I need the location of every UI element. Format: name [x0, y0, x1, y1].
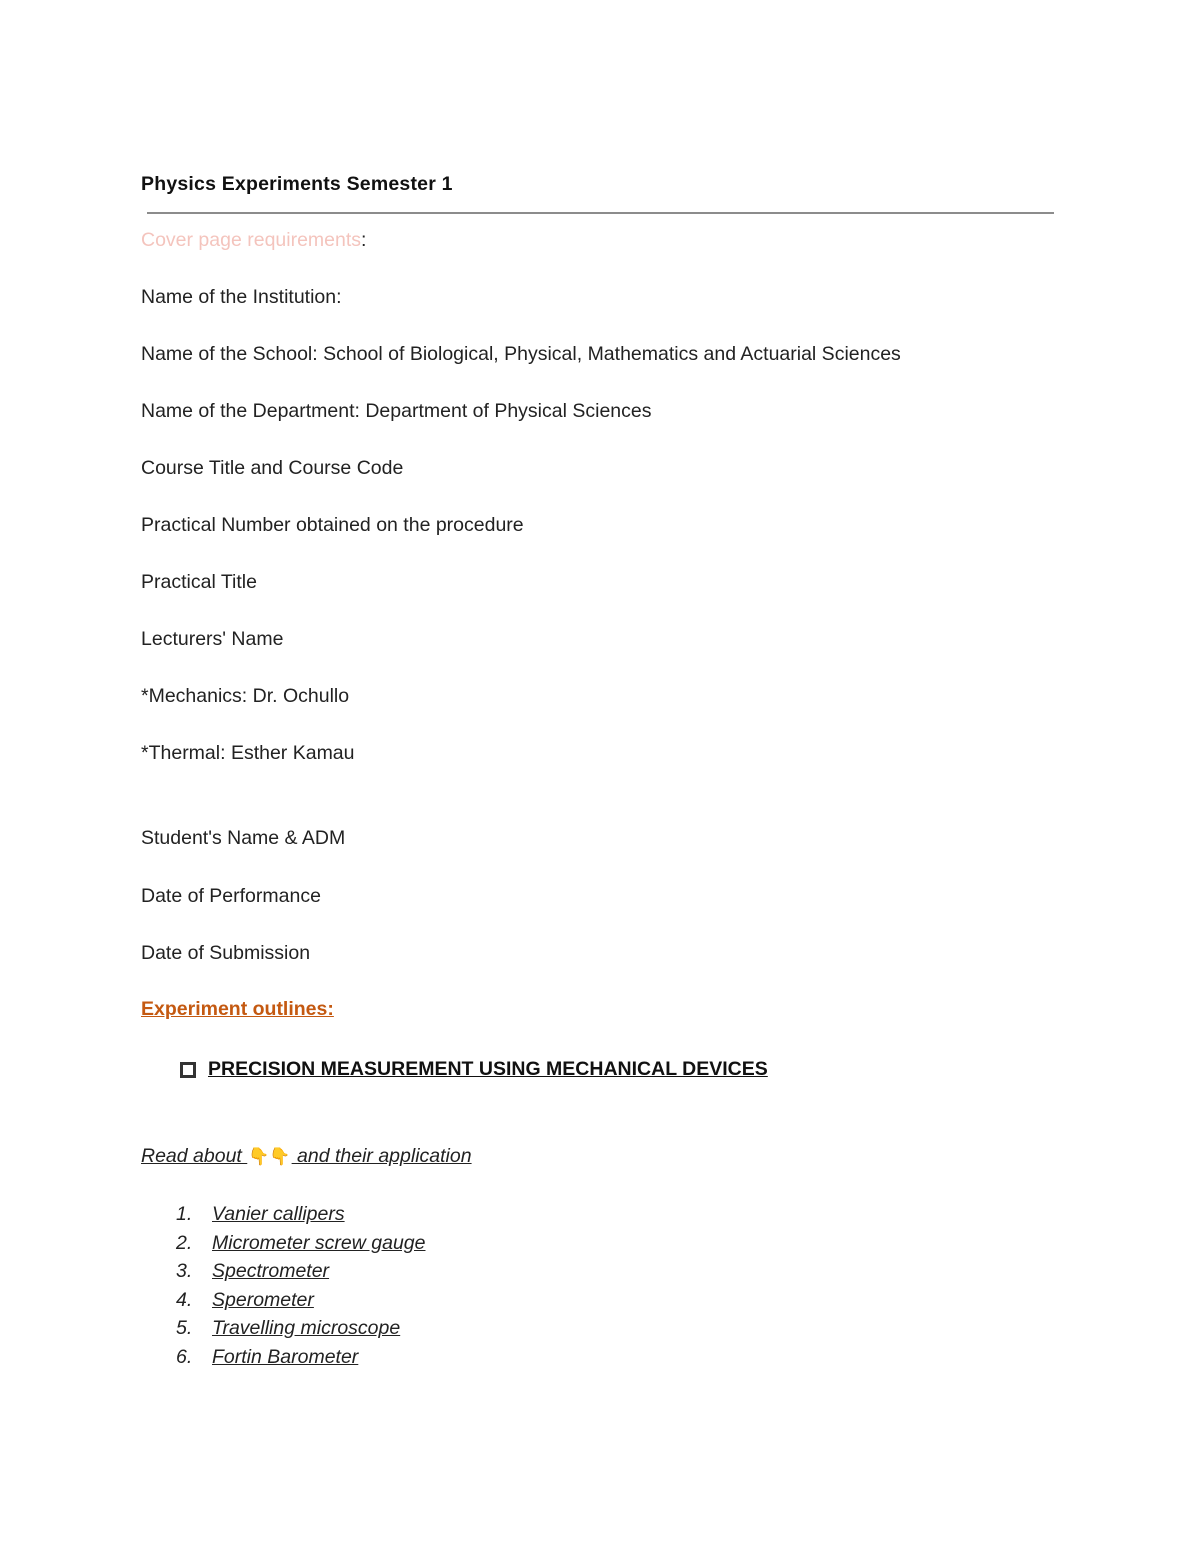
mechanics-lecturer-line: *Mechanics: Dr. Ochullo [141, 685, 350, 707]
device-link[interactable]: Travelling microscope [212, 1317, 401, 1340]
experiment-outlines-heading: Experiment outlines: [141, 998, 334, 1020]
list-number: 5. [176, 1317, 193, 1340]
list-number: 2. [176, 1231, 193, 1254]
cover-heading [141, 228, 366, 252]
thermal-lecturer-line: *Thermal: Esther Kamau [141, 742, 355, 764]
device-link[interactable]: Vanier callipers [212, 1203, 345, 1225]
list-number: 1. [176, 1203, 193, 1225]
device-link[interactable]: Fortin Barometer [212, 1345, 359, 1368]
date-performance-line: Date of Performance [141, 885, 321, 907]
cover-heading-text: Cover page requirements [141, 229, 362, 251]
student-line: Student's Name & ADM [141, 827, 346, 849]
list-item [176, 1286, 426, 1315]
list-number: 3. [176, 1260, 193, 1283]
pointing-down-icon: 👇👇 [248, 1147, 291, 1166]
list-number: 4. [176, 1288, 193, 1311]
device-link[interactable]: Spectrometer [212, 1260, 330, 1283]
checkbox-icon[interactable] [180, 1062, 196, 1078]
list-item [176, 1343, 426, 1372]
list-item [176, 1314, 426, 1343]
read-about-line [141, 1144, 472, 1169]
course-line: Course Title and Course Code [141, 457, 404, 479]
list-item [176, 1229, 426, 1258]
device-link[interactable]: Micrometer screw gauge [212, 1231, 426, 1254]
experiment-title: PRECISION MEASUREMENT USING MECHANICAL DEVICES [208, 1058, 768, 1080]
cover-heading-colon: : [361, 229, 367, 251]
device-link[interactable]: Sperometer [212, 1288, 314, 1311]
school-line: Name of the School: School of Biological, Physical, Mathematics and Actuarial Sciences [141, 343, 901, 365]
read-about-prefix: Read about [141, 1145, 248, 1167]
list-item [176, 1257, 426, 1286]
horizontal-rule [147, 212, 1054, 214]
read-about-suffix: and their application [291, 1145, 472, 1167]
document-title: Physics Experiments Semester 1 [141, 173, 453, 195]
practical-title-line: Practical Title [141, 571, 257, 593]
list-number: 6. [176, 1345, 193, 1368]
department-line: Name of the Department: Department of Physical Sciences [141, 400, 652, 422]
experiment-item [180, 1058, 768, 1081]
lecturers-line: Lecturers' Name [141, 628, 284, 650]
date-submission-line: Date of Submission [141, 942, 311, 964]
practical-number-line: Practical Number obtained on the procedure [141, 514, 524, 536]
list-item [176, 1200, 426, 1229]
devices-list [176, 1200, 426, 1372]
institution-line: Name of the Institution: [141, 286, 342, 308]
